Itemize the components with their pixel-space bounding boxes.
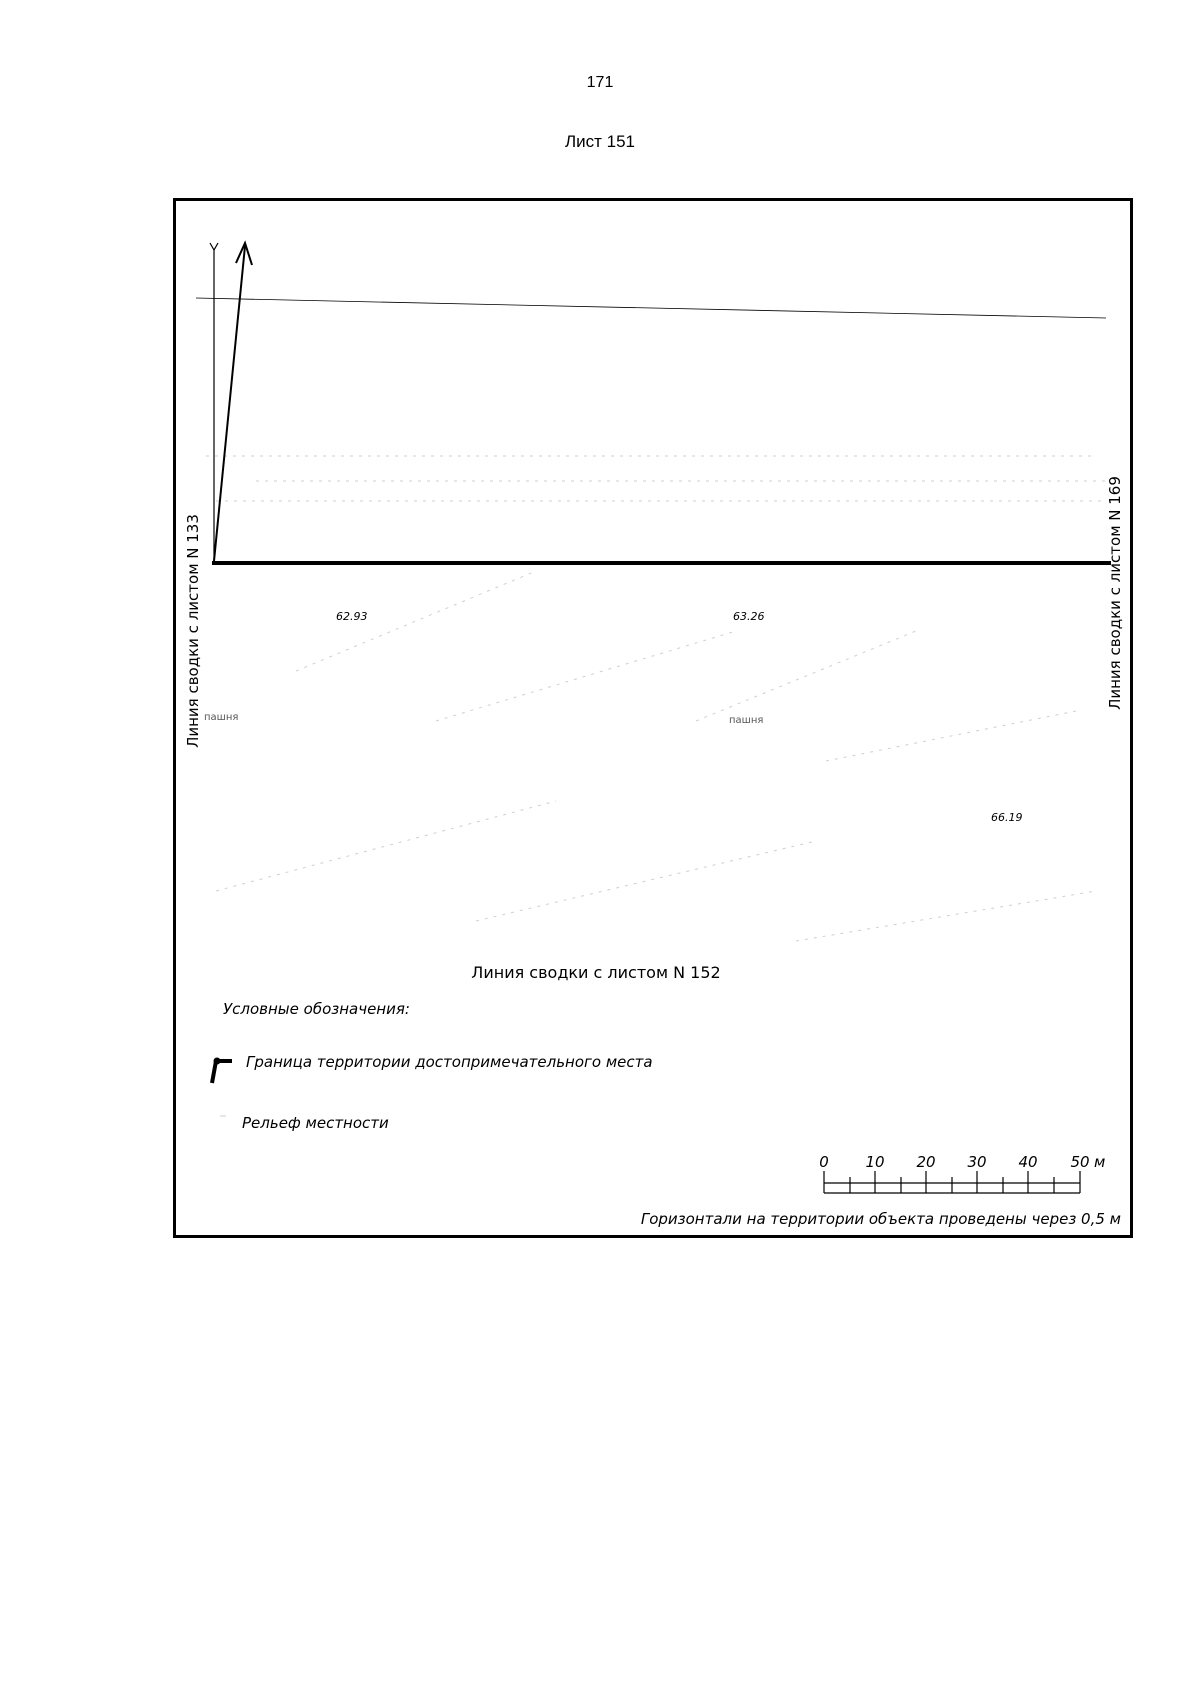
scale-tick-label: 40 <box>1018 1153 1038 1171</box>
north-arrow-icon <box>214 243 252 561</box>
map-frame <box>173 198 1133 1238</box>
scale-tick-label: 0 <box>819 1153 829 1171</box>
legend-item-boundary: Граница территории достопримечательного места <box>246 1053 653 1071</box>
elevation-mark: 63.26 <box>733 610 765 623</box>
scale-tick-label: 30 <box>967 1153 987 1171</box>
contour-note: Горизонтали на территории объекта проведены через 0,5 м <box>640 1210 1121 1228</box>
elevation-mark: 66.19 <box>991 811 1023 824</box>
adjoin-bottom-label: Линия сводки с листом N 152 <box>471 963 721 982</box>
elevation-mark: 62.93 <box>336 610 368 623</box>
page-number: 171 <box>586 74 614 91</box>
scale-tick-label: 20 <box>916 1153 936 1171</box>
land-use-label: пашня <box>204 712 239 723</box>
scale-bar <box>824 1171 1080 1193</box>
land-use-label: пашня <box>729 715 764 726</box>
map-canvas <box>176 201 1130 1235</box>
sheet-title: Лист 151 <box>564 132 636 151</box>
adjoin-right-label: Линия сводки с листом N 169 <box>1106 476 1124 710</box>
scale-tick-label: 50 <box>1070 1153 1090 1171</box>
relief-lines <box>206 456 1106 941</box>
adjoin-left-label: Линия сводки с листом N 133 <box>184 514 202 748</box>
top-line <box>196 298 1106 318</box>
scale-unit: м <box>1094 1153 1106 1171</box>
legend-title: Условные обозначения: <box>223 1000 410 1018</box>
north-axis <box>210 243 218 561</box>
boundary-line-icon <box>212 1058 232 1083</box>
scale-tick-label: 10 <box>865 1153 885 1171</box>
legend-item-relief: Рельеф местности <box>242 1114 389 1132</box>
